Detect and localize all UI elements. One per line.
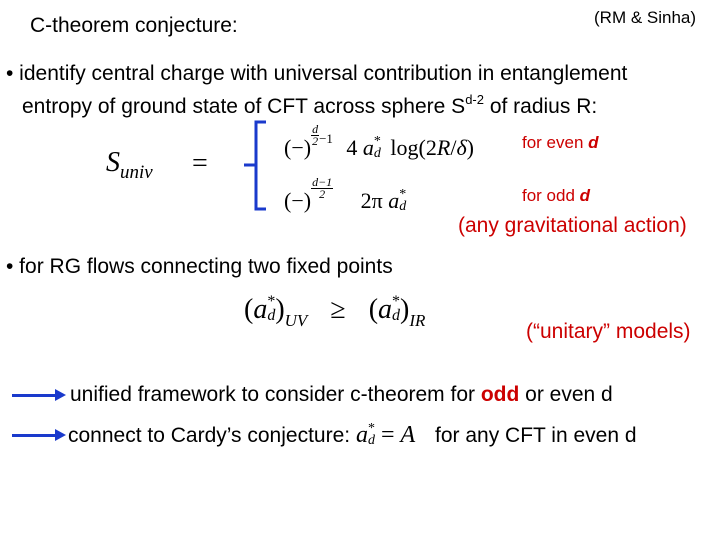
bullet-identify-line1: • identify central charge with universal contribution in entanglement (6, 62, 628, 85)
gravitational-action-note: (any gravitational action) (458, 214, 687, 237)
greater-equal-sign: ≥ (330, 294, 346, 325)
case-odd-expression (284, 177, 406, 214)
ir-a: a (378, 294, 393, 325)
cardy-a-sub: d (367, 433, 375, 448)
uv-a-star: * (267, 293, 276, 310)
unified-odd-highlight: odd (480, 383, 520, 406)
sphere-dimension-superscript: d-2 (465, 92, 484, 107)
formula-s-univ-lhs (106, 147, 153, 184)
arrow-line-cardy (68, 423, 637, 448)
slide-title: C-theorem conjecture: (30, 14, 238, 37)
univ-subscript: univ (120, 162, 153, 183)
case-odd-a: a (388, 188, 400, 213)
case-even-log-r: R (436, 135, 451, 160)
case-even-a-star: * (373, 134, 381, 149)
uv-close-paren: ) (275, 294, 285, 325)
case-even-expression (284, 124, 474, 161)
cardy-a: a (355, 422, 368, 448)
case-odd-a-star: * (399, 187, 407, 202)
case-odd-sign: (−) (284, 188, 312, 213)
line2-suffix: of radius R: (483, 95, 598, 118)
case-odd-exponent: $\frac{d-1}{2}$ (312, 175, 333, 201)
case-even-condition-text: for even (522, 133, 589, 152)
uv-a: a (253, 294, 268, 325)
case-even-coefficient: 4 (346, 135, 358, 160)
arrow-line-unified (70, 383, 613, 407)
case-even-exponent: $\frac{d}{2}$ (312, 122, 319, 148)
cardy-formula (356, 422, 415, 448)
s-symbol: S (106, 147, 120, 178)
unified-prefix: unified framework to consider c-theorem for (70, 383, 481, 406)
arrow-right-icon (12, 394, 56, 397)
case-even-log-delta: δ (456, 135, 467, 160)
case-even-condition (522, 133, 599, 153)
ir-open-paren: ( (368, 294, 379, 325)
ir-close-paren: ) (400, 294, 410, 325)
case-even-log: log(2 (390, 135, 437, 160)
author-credit: (RM & Sinha) (594, 8, 697, 27)
cardy-a-star: * (367, 421, 375, 436)
cardy-A: A (400, 422, 416, 448)
case-even-a-sub: d (373, 146, 381, 161)
case-even-sign: (−) (284, 135, 312, 160)
ir-a-star: * (392, 293, 401, 310)
case-odd-condition (522, 186, 590, 206)
ir-subscript: IR (409, 311, 426, 330)
inequality-formula (244, 294, 425, 331)
case-even-condition-var: d (588, 133, 599, 152)
case-odd-condition-var: d (579, 186, 591, 205)
piecewise-brace-icon (236, 118, 272, 216)
equals-sign: = (192, 148, 208, 179)
uv-subscript: UV (284, 311, 308, 330)
uv-a-sub: d (267, 307, 276, 324)
unified-suffix: or even d (519, 383, 613, 406)
cardy-suffix: for any CFT in even d (435, 424, 637, 447)
uv-open-paren: ( (244, 294, 254, 325)
bullet-rg-flows: • for RG flows connecting two fixed points (6, 255, 393, 278)
bullet-identify-line2 (22, 88, 597, 119)
case-odd-a-sub: d (399, 199, 407, 214)
case-odd-coefficient: 2π (360, 188, 383, 213)
case-even-log-slash: / (450, 135, 457, 160)
line2-prefix: entropy of ground state of CFT across sphere S (22, 95, 466, 118)
case-even-log-close: ) (466, 135, 474, 160)
cardy-prefix: connect to Cardy’s conjecture: (68, 424, 356, 447)
arrow-right-icon (12, 434, 56, 437)
case-even-exponent-tail: −1 (319, 131, 333, 146)
case-odd-condition-text: for odd (522, 186, 580, 205)
unitary-models-note: (“unitary” models) (526, 320, 691, 343)
ir-a-sub: d (392, 307, 401, 324)
case-even-a: a (362, 135, 374, 160)
cardy-equals: = (374, 422, 401, 448)
